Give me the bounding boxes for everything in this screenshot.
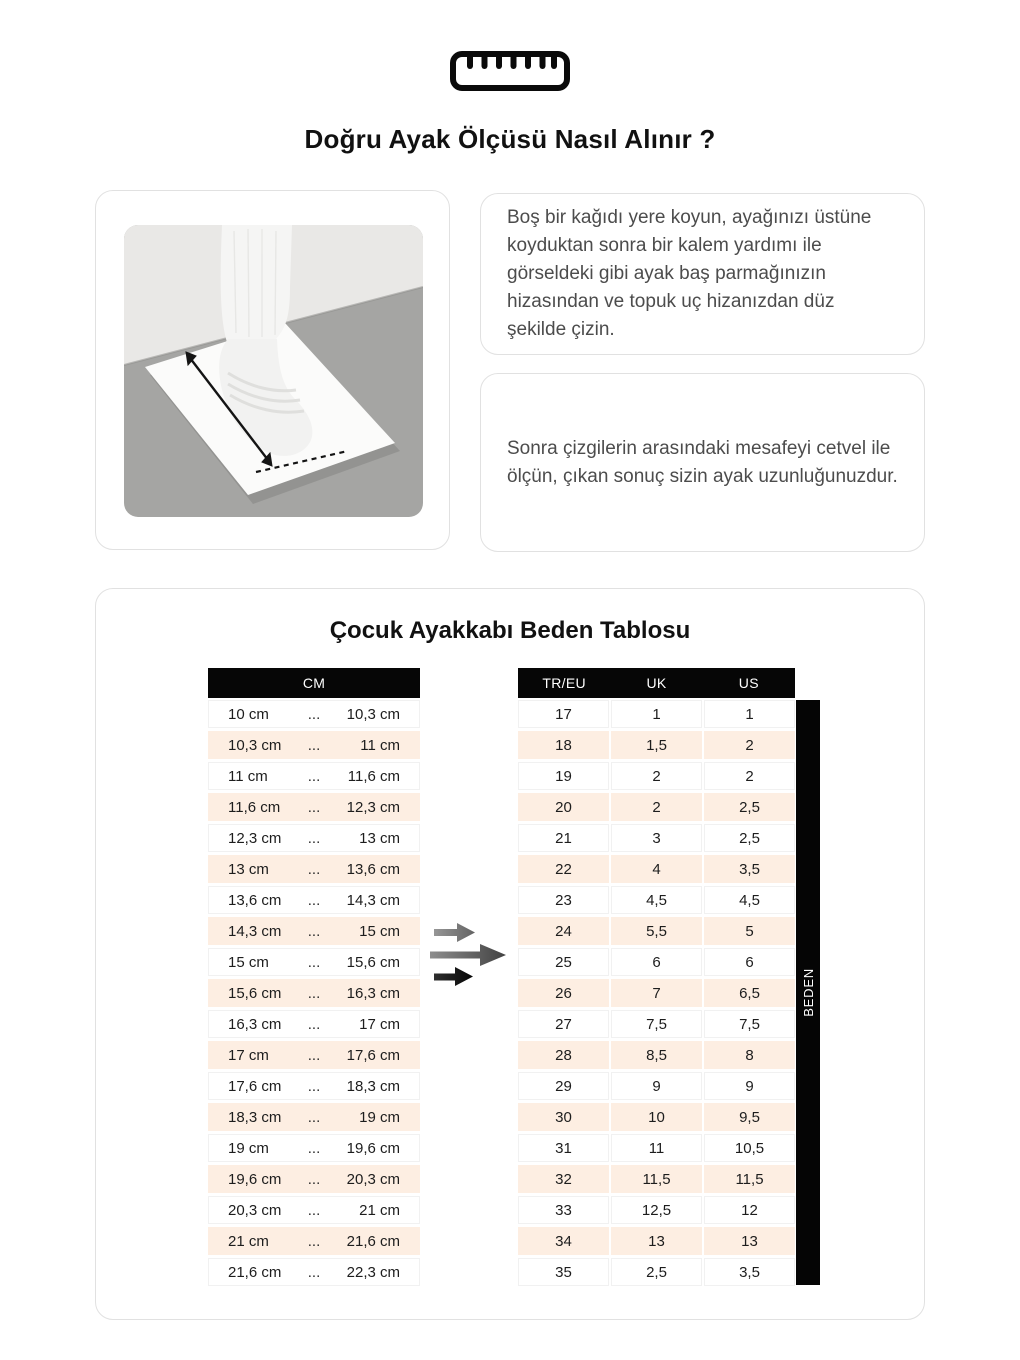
cm-from-value: 13 cm <box>228 860 269 878</box>
range-separator: ... <box>307 1263 321 1281</box>
range-separator: ... <box>307 767 321 785</box>
us-value: 2,5 <box>704 824 795 852</box>
size-table-card <box>95 588 925 1320</box>
intl-table-row <box>518 700 795 728</box>
us-value: 7,5 <box>704 1010 795 1038</box>
intl-table-row <box>518 1258 795 1286</box>
cm-from-value: 16,3 cm <box>228 1015 282 1033</box>
uk-value: 2 <box>611 762 702 790</box>
tr-eu-value: 33 <box>518 1196 609 1224</box>
uk-value: 12,5 <box>611 1196 702 1224</box>
cm-to-value: 20,3 cm <box>346 1170 400 1188</box>
us-value: 3,5 <box>704 1258 795 1286</box>
intl-table-row <box>518 824 795 852</box>
cm-from-value: 19 cm <box>228 1139 269 1157</box>
cm-table-row <box>208 1165 420 1193</box>
cm-table-row <box>208 824 420 852</box>
cm-table-row <box>208 1072 420 1100</box>
cm-table-row <box>208 1041 420 1069</box>
cm-table-row <box>208 1103 420 1131</box>
cm-to-value: 21,6 cm <box>346 1232 400 1250</box>
uk-value: 10 <box>611 1103 702 1131</box>
us-value: 2 <box>704 731 795 759</box>
cm-from-value: 11 cm <box>228 767 268 785</box>
cm-to-value: 15,6 cm <box>346 953 400 971</box>
tr-eu-value: 28 <box>518 1041 609 1069</box>
tr-eu-value: 34 <box>518 1227 609 1255</box>
us-value: 9 <box>704 1072 795 1100</box>
cm-from-value: 18,3 cm <box>228 1108 282 1126</box>
tr-eu-value: 27 <box>518 1010 609 1038</box>
intl-header-cell: US <box>738 675 759 691</box>
tr-eu-value: 22 <box>518 855 609 883</box>
cm-table-row <box>208 855 420 883</box>
cm-table-row <box>208 1010 420 1038</box>
uk-value: 4,5 <box>611 886 702 914</box>
us-value: 2,5 <box>704 793 795 821</box>
uk-value: 8,5 <box>611 1041 702 1069</box>
cm-table-row <box>208 979 420 1007</box>
beden-label: BEDEN <box>800 968 816 1017</box>
cm-table-row <box>208 793 420 821</box>
us-value: 5 <box>704 917 795 945</box>
intl-header-cell: UK <box>646 675 667 691</box>
intl-size-table <box>518 668 795 1289</box>
tr-eu-value: 18 <box>518 731 609 759</box>
us-value: 12 <box>704 1196 795 1224</box>
us-value: 6 <box>704 948 795 976</box>
uk-value: 4 <box>611 855 702 883</box>
intl-table-row <box>518 1134 795 1162</box>
uk-value: 1,5 <box>611 731 702 759</box>
tr-eu-value: 21 <box>518 824 609 852</box>
cm-to-value: 14,3 cm <box>346 891 400 909</box>
cm-table-row <box>208 886 420 914</box>
intl-table-header <box>518 668 795 698</box>
uk-value: 3 <box>611 824 702 852</box>
cm-table-row <box>208 948 420 976</box>
range-separator: ... <box>307 1139 321 1157</box>
uk-value: 9 <box>611 1072 702 1100</box>
tr-eu-value: 30 <box>518 1103 609 1131</box>
intl-header-cell: TR/EU <box>542 675 586 691</box>
cm-to-value: 21 cm <box>359 1201 400 1219</box>
cm-to-value: 19 cm <box>359 1108 400 1126</box>
intl-table-row <box>518 731 795 759</box>
beden-side-bar <box>796 700 820 1285</box>
cm-from-value: 21 cm <box>228 1232 269 1250</box>
cm-to-value: 11,6 cm <box>347 767 400 785</box>
cm-to-value: 13 cm <box>359 829 400 847</box>
instruction-text-1: Boş bir kağıdı yere koyun, ayağınızı üstüne koyduktan sonra bir kalem yardımı ile görseldeki gibi ayak baş parmağınızın hizasından ve topuk uç hizanızdan düz şekilde çizin. <box>507 207 872 340</box>
cm-table-row <box>208 700 420 728</box>
cm-from-value: 14,3 cm <box>228 922 282 940</box>
cm-to-value: 16,3 cm <box>346 984 400 1002</box>
tr-eu-value: 35 <box>518 1258 609 1286</box>
cm-table-header: CM <box>208 668 420 698</box>
cm-to-value: 13,6 cm <box>346 860 400 878</box>
intl-table-row <box>518 1165 795 1193</box>
intl-table-row <box>518 1196 795 1224</box>
cm-from-value: 11,6 cm <box>228 798 281 816</box>
cm-table-row <box>208 731 420 759</box>
tr-eu-value: 23 <box>518 886 609 914</box>
range-separator: ... <box>307 1201 321 1219</box>
range-separator: ... <box>307 1232 321 1250</box>
intl-table-row <box>518 1103 795 1131</box>
us-value: 10,5 <box>704 1134 795 1162</box>
cm-to-value: 11 cm <box>360 736 400 754</box>
cm-from-value: 10 cm <box>228 705 269 723</box>
cm-from-value: 20,3 cm <box>228 1201 282 1219</box>
uk-value: 1 <box>611 700 702 728</box>
range-separator: ... <box>307 1046 321 1064</box>
instruction-box-2 <box>480 373 925 552</box>
tr-eu-value: 24 <box>518 917 609 945</box>
range-separator: ... <box>307 736 321 754</box>
range-separator: ... <box>307 705 321 723</box>
intl-table-row <box>518 855 795 883</box>
tr-eu-value: 25 <box>518 948 609 976</box>
us-value: 2 <box>704 762 795 790</box>
arrows-icon <box>430 919 510 991</box>
us-value: 3,5 <box>704 855 795 883</box>
instruction-box-1 <box>480 193 925 355</box>
us-value: 1 <box>704 700 795 728</box>
cm-to-value: 17 cm <box>359 1015 400 1033</box>
uk-value: 5,5 <box>611 917 702 945</box>
page-title: Doğru Ayak Ölçüsü Nasıl Alınır ? <box>304 124 716 154</box>
uk-value: 2,5 <box>611 1258 702 1286</box>
range-separator: ... <box>307 1015 321 1033</box>
range-separator: ... <box>307 1077 321 1095</box>
us-value: 13 <box>704 1227 795 1255</box>
cm-from-value: 21,6 cm <box>228 1263 282 1281</box>
intl-table-row <box>518 917 795 945</box>
foot-measurement-photo <box>124 225 423 517</box>
tr-eu-value: 31 <box>518 1134 609 1162</box>
intl-table-row <box>518 1010 795 1038</box>
intl-table-row <box>518 1072 795 1100</box>
cm-from-value: 17 cm <box>228 1046 269 1064</box>
cm-table-row <box>208 917 420 945</box>
cm-to-value: 17,6 cm <box>346 1046 400 1064</box>
cm-to-value: 12,3 cm <box>346 798 400 816</box>
measurement-photo-card <box>95 190 450 550</box>
range-separator: ... <box>307 953 321 971</box>
tr-eu-value: 19 <box>518 762 609 790</box>
cm-table-row <box>208 1227 420 1255</box>
cm-to-value: 22,3 cm <box>346 1263 400 1281</box>
intl-table-row <box>518 979 795 1007</box>
range-separator: ... <box>307 829 321 847</box>
cm-table <box>208 668 420 1289</box>
cm-to-value: 15 cm <box>359 922 400 940</box>
tr-eu-value: 29 <box>518 1072 609 1100</box>
us-value: 6,5 <box>704 979 795 1007</box>
us-value: 9,5 <box>704 1103 795 1131</box>
intl-table-row <box>518 886 795 914</box>
cm-from-value: 19,6 cm <box>228 1170 282 1188</box>
instruction-text-2: Sonra çizgilerin arasındaki mesafeyi cetvel ile ölçün, çıkan sonuç sizin ayak uzunluğunuzdur. <box>507 437 898 487</box>
cm-to-value: 10,3 cm <box>346 705 400 723</box>
intl-table-row <box>518 1227 795 1255</box>
intl-table-row <box>518 948 795 976</box>
tr-eu-value: 26 <box>518 979 609 1007</box>
uk-value: 11 <box>611 1134 702 1162</box>
cm-from-value: 15,6 cm <box>228 984 282 1002</box>
us-value: 8 <box>704 1041 795 1069</box>
cm-to-value: 19,6 cm <box>346 1139 400 1157</box>
range-separator: ... <box>307 984 321 1002</box>
intl-table-row <box>518 762 795 790</box>
uk-value: 11,5 <box>611 1165 702 1193</box>
cm-table-row <box>208 1134 420 1162</box>
ruler-icon <box>0 50 1020 92</box>
uk-value: 13 <box>611 1227 702 1255</box>
intl-table-row <box>518 1041 795 1069</box>
cm-from-value: 13,6 cm <box>228 891 282 909</box>
cm-table-row <box>208 1258 420 1286</box>
range-separator: ... <box>307 891 321 909</box>
us-value: 11,5 <box>704 1165 795 1193</box>
cm-to-value: 18,3 cm <box>346 1077 400 1095</box>
range-separator: ... <box>307 1170 321 1188</box>
tr-eu-value: 20 <box>518 793 609 821</box>
range-separator: ... <box>307 860 321 878</box>
tr-eu-value: 17 <box>518 700 609 728</box>
uk-value: 2 <box>611 793 702 821</box>
cm-from-value: 12,3 cm <box>228 829 282 847</box>
cm-from-value: 15 cm <box>228 953 269 971</box>
triple-arrow-icon <box>430 919 510 991</box>
intl-table-row <box>518 793 795 821</box>
ruler-icon-svg <box>449 50 571 92</box>
cm-table-row <box>208 762 420 790</box>
cm-table-body <box>208 700 420 1286</box>
tr-eu-value: 32 <box>518 1165 609 1193</box>
range-separator: ... <box>307 922 321 940</box>
us-value: 4,5 <box>704 886 795 914</box>
uk-value: 7 <box>611 979 702 1007</box>
cm-from-value: 10,3 cm <box>228 736 282 754</box>
range-separator: ... <box>307 1108 321 1126</box>
range-separator: ... <box>307 798 321 816</box>
size-table-title: Çocuk Ayakkabı Beden Tablosu <box>329 617 691 644</box>
cm-table-row <box>208 1196 420 1224</box>
intl-table-body <box>518 700 795 1286</box>
cm-from-value: 17,6 cm <box>228 1077 282 1095</box>
uk-value: 7,5 <box>611 1010 702 1038</box>
uk-value: 6 <box>611 948 702 976</box>
